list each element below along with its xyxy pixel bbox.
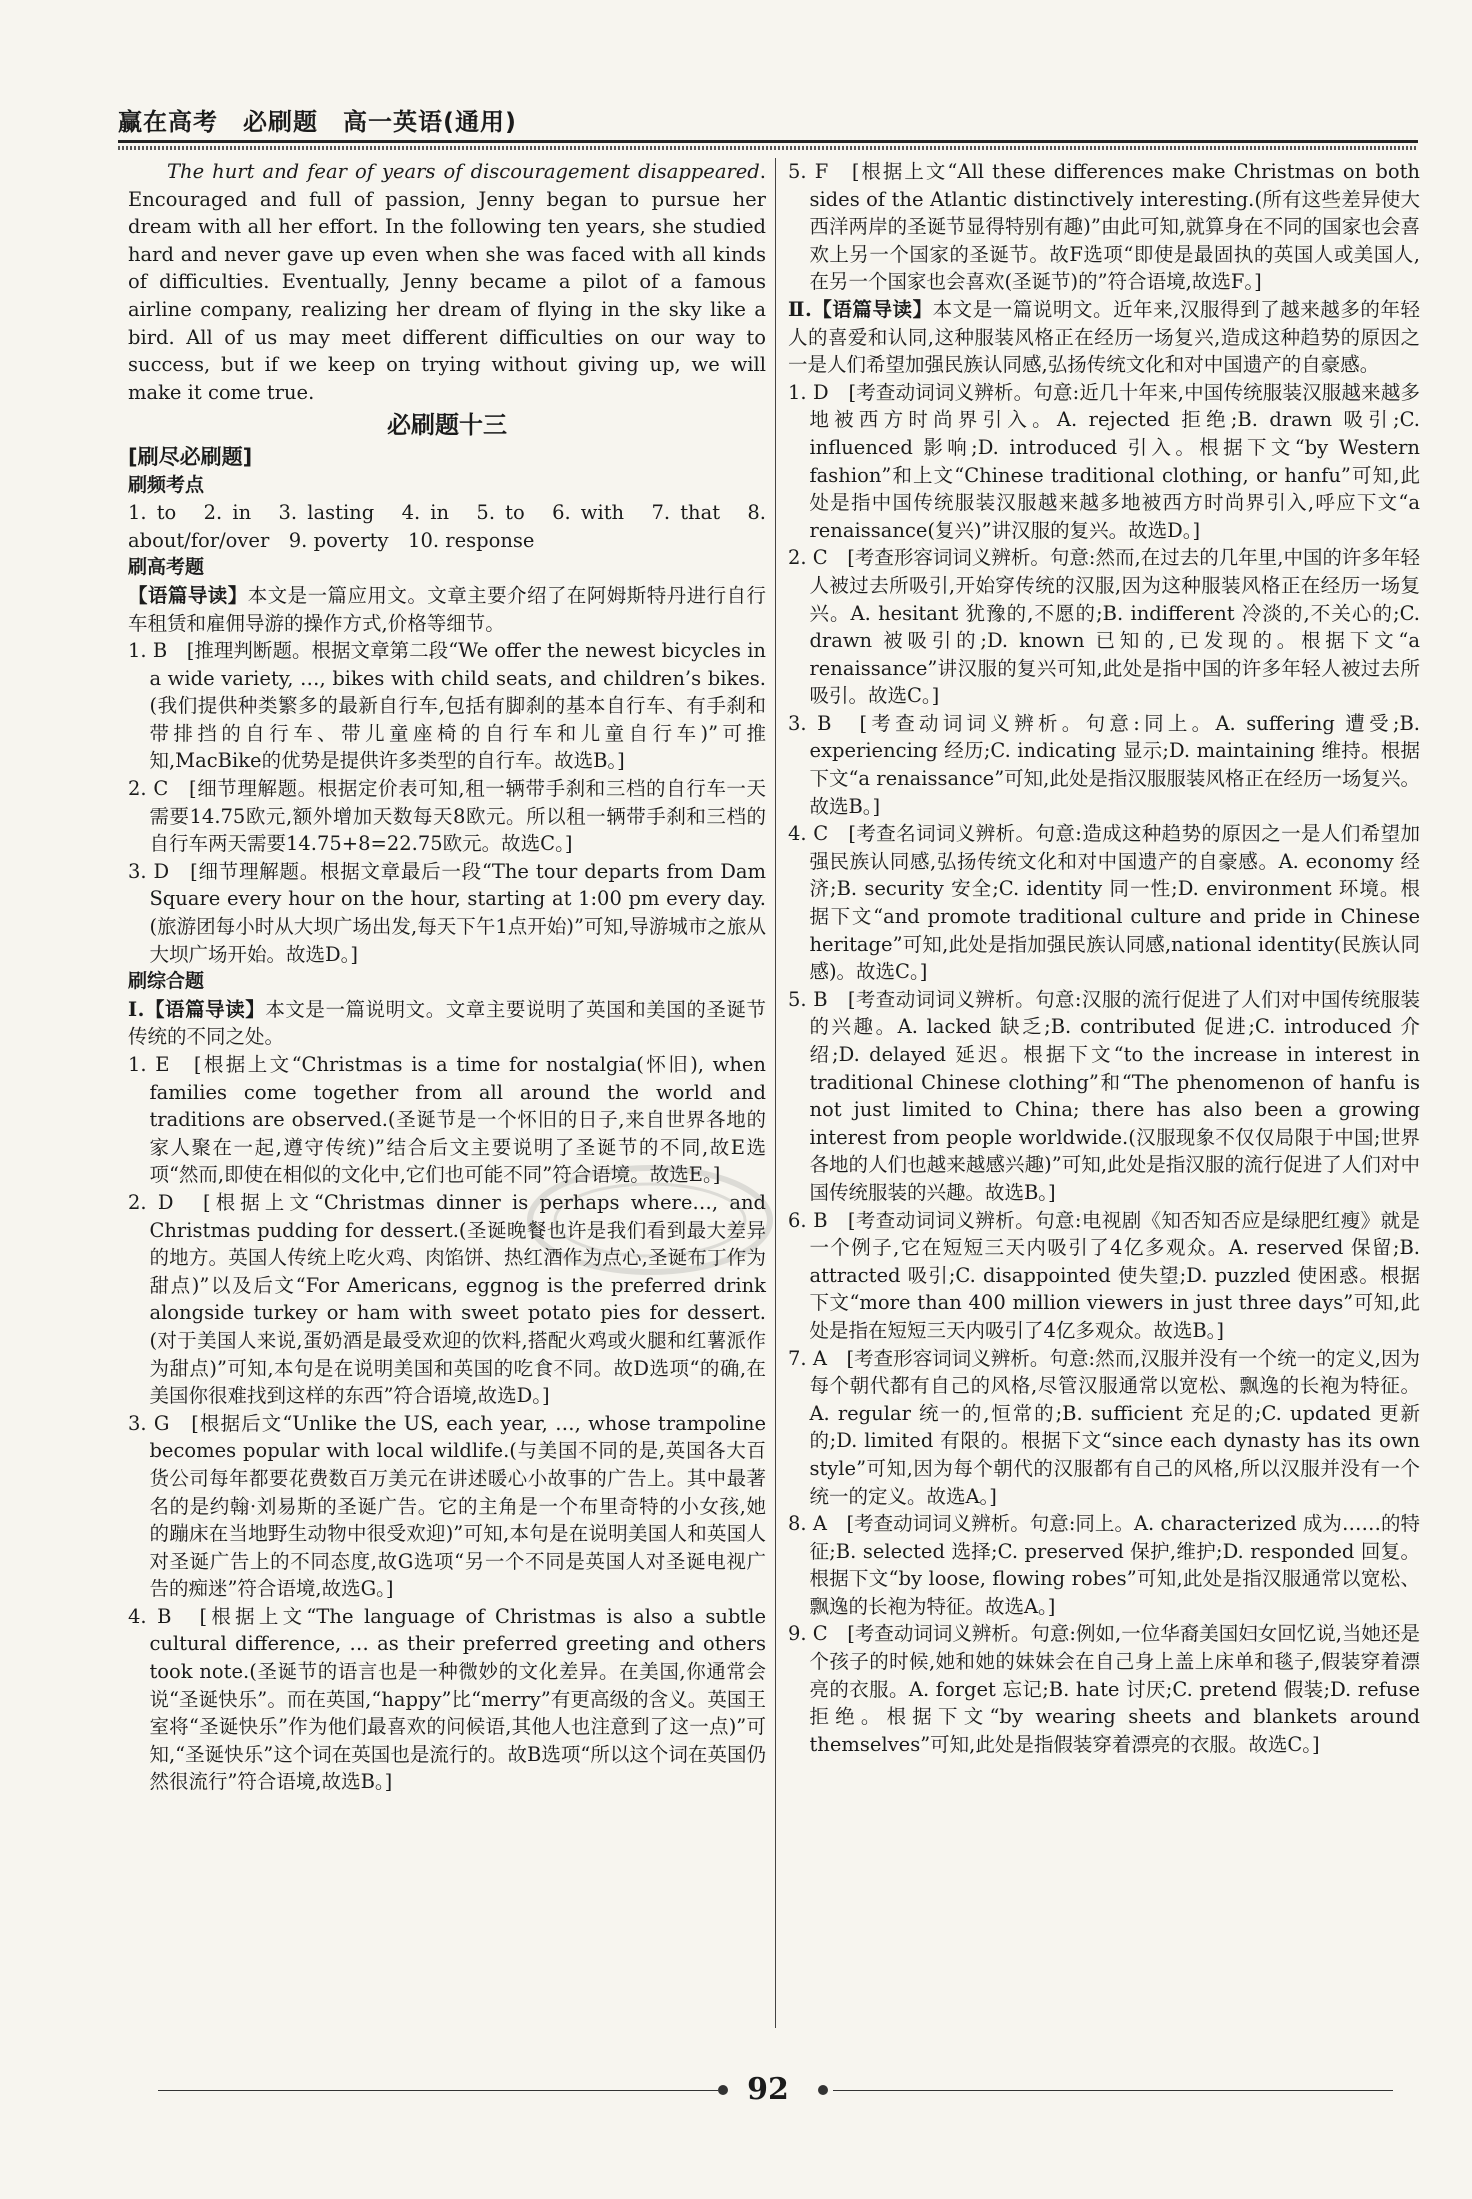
answer-item: 5. F [根据上文“All these differences make Christmas on both sides of the Atlantic distinctively interesting.(所有这些差异使大西洋两岸的圣诞节显得特别有趣)”由此可知,就算身在不同的国家也会喜欢上另一个国家的圣诞节。故F选项“即使是最固执的英国人或美国人,在另一个国家也会喜欢(圣诞节)的”符合语境,故选F。] xyxy=(788,160,1420,294)
answer-item: 1. B [推理判断题。根据文章第二段“We offer the newest bicycles in a wide variety, …, bikes with child seats, and children’s bikes.(我们提供种类繁多的最新自行车,包括有脚刹的基本自行车、有手刹和带排挡的自行车、带儿童座椅的自行车和儿童自行车)”可推知,MacBike的优势是提供许多类型的自行车。故选B。] xyxy=(128,639,766,773)
page-number: 92 xyxy=(747,2072,789,2107)
footer-dot xyxy=(818,2085,828,2095)
answer-item: 4. C [考查名词词义辨析。句意:造成这种趋势的原因之一是人们希望加强民族认同感,弘扬传统文化和对中国遗产的自豪感。A. economy 经济;B. security 安全;C. identity 同一性;D. environment 环境。根据下文“and promote traditional culture and pride in Chinese heritage”可知,此处是指加强民族认同感,national identity(民族认同感)。故选C。] xyxy=(788,822,1420,984)
answer-item: 2. C [细节理解题。根据定价表可知,租一辆带手刹和三档的自行车一天需要14.75欧元,额外增加天数每天8欧元。所以租一辆带手刹和三档的自行车两天需要14.75+8=22.75欧元。故选C。] xyxy=(128,777,766,856)
comprehensive-title: 刷综合题 xyxy=(128,970,205,993)
answer-item: 5. B [考查动词词义辨析。句意:汉服的流行促进了人们对中国传统服装的兴趣。A. lacked 缺乏;B. contributed 促进;C. introduced 介绍;D. delayed 延迟。根据下文“to the increase in interest in traditional Chinese clothing”和“The phenomenon of hanfu is not just limited to China; there has also been a growing interest from people worldwide.(汉服现象不仅仅局限于中国;世界各地的人们也越来越感兴趣)”可知,此处是指汉服的流行促进了人们对中国传统服装的兴趣。故选B。] xyxy=(788,987,1420,1204)
answer-item: 3. D [细节理解题。根据文章最后一段“The tour departs from Dam Square every hour on the hour, starting at 1:00 pm every day.(旅游团每小时从大坝广场出发,每天下午1点开始)”可知,导游城市之旅从大坝广场开始。故选D。] xyxy=(128,859,766,966)
footer-rule xyxy=(833,2090,1393,2091)
story-text: . Encouraged and full of passion, Jenny began to pursue her dream with all her effort. In the following ten years, she studied hard and never gave up even when she was faced with all kinds of difficulties. Eventually, Jenny became a pilot of a famous airline company, realizing her dream of flying in the sky like a bird. All of us may meet different difficulties on our way to success, but if we keep on trying without giving up, we will make it come true. xyxy=(128,160,766,404)
story-italic: The hurt and fear of years of discouragement disappeared xyxy=(167,160,760,183)
column-divider xyxy=(775,158,776,2028)
page-footer xyxy=(118,2070,1418,2110)
gaokao-guide xyxy=(128,582,766,637)
header-rule-dotted xyxy=(118,146,1418,150)
answer-item: 7. A [考查形容词词义辨析。句意:然而,汉服并没有一个统一的定义,因为每个朝代都有自己的风格,尽管汉服通常以宽松、飘逸的长袍为特征。A. regular 统一的,恒常的;B. sufficient 充足的;C. updated 更新的;D. limited 有限的。根据下文“since each dynasty has its own style”可知,因为每个朝代的汉服都有自己的风格,所以汉服并没有一个统一的定义。故选A。] xyxy=(788,1346,1420,1508)
story-paragraph xyxy=(128,158,766,406)
right-column xyxy=(788,158,1420,1758)
header-title: 赢在高考 必刷题 高一英语(通用) xyxy=(118,108,517,136)
answer-item: 6. B [考查动词词义辨析。句意:电视剧《知否知否应是绿肥红瘦》就是一个例子,它在短短三天内吸引了4亿多观众。A. reserved 保留;B. attracted 吸引;C. disappointed 使失望;D. puzzled 使困惑。根据下文“more than 400 million viewers in just three days”可知,此处是指在短短三天内吸引了4亿多观众。故选B。] xyxy=(788,1208,1420,1342)
answer-item: 2. C [考查形容词词义辨析。句意:然而,在过去的几年里,中国的许多年轻人被过去所吸引,开始穿传统的汉服,因为这种服装风格正在经历一场复兴。A. hesitant 犹豫的,不愿的;B. indifferent 冷淡的,不关心的;C. drawn 被吸引的;D. known 已知的,已发现的。根据下文“a renaissance”讲汉服的复兴可知,此处是指中国的许多年轻人被过去所吸引。故选C。] xyxy=(788,546,1420,708)
guide-text: 本文是一篇说明文。近年来,汉服得到了越来越多的年轻人的喜爱和认同,这种服装风格正在经历一场复兴,造成这种趋势的原因之一是人们希望加强民族认同感,弘扬传统文化和对中国遗产的自豪感。 xyxy=(788,297,1420,377)
gaokao-title: 刷高考题 xyxy=(128,556,205,579)
comprehensive-guide-1 xyxy=(128,996,766,1051)
watermark-stamp xyxy=(520,1160,780,1280)
answer-item: 1. D [考查动词词义辨析。句意:近几十年来,中国传统服装汉服越来越多地被西方时尚界引入。A. rejected 拒绝;B. drawn 吸引;C. influenced 影响;D. introduced 引入。根据下文“by Western fashion”和上文“Chinese traditional clothing, or hanfu”可知,此处是指中国传统服装汉服越来越多地被西方时尚界引入,呼应下文“a renaissance(复兴)”讲汉服的复兴。故选D。] xyxy=(788,380,1420,542)
guide-label: 【语篇导读】 xyxy=(128,583,248,607)
answer-item: 2. D [根据上文“Christmas dinner is perhaps where…, and Christmas pudding for dessert.(圣诞晚餐也许是我们看到最大差异的地方。英国人传统上吃火鸡、肉馅饼、热红酒作为点心,圣诞布丁作为甜点)”以及后文“For Americans, eggnog is the preferred drink alongside turkey or ham with sweet potato pies for dessert.(对于美国人来说,蛋奶酒是最受欢迎的饮料,搭配火鸡或火腿和红薯派作为甜点)”可知,本句是在说明美国和英国的吃食不同。故D选项“的确,在美国你很难找到这样的东西”符合语境,故选D。] xyxy=(128,1190,766,1408)
box-title: [刷尽必刷题] xyxy=(128,444,253,469)
page-header xyxy=(118,102,1418,144)
footer-rule xyxy=(158,2090,718,2091)
answer-item: 1. E [根据上文“Christmas is a time for nostalgia(怀旧), when families come together from all around the world and traditions are observed.(圣诞节是一个怀旧的日子,来自世界各地的家人聚在一起,遵守传统)”结合后文主要说明了圣诞节的不同,故E选项“然而,即使在相似的文化中,它们也可能不同”符合语境。故选E。] xyxy=(128,1053,766,1187)
answer-item: 9. C [考查动词词义辨析。句意:例如,一位华裔美国妇女回忆说,当她还是个孩子的时候,她和她的妹妹会在自己身上盖上床单和毯子,假装穿着漂亮的衣服。A. forget 忘记;B. hate 讨厌;C. pretend 假装;D. refuse 拒绝。根据下文“by wearing sheets and blankets around themselves”可知,此处是指假装穿着漂亮的衣服。故选C。] xyxy=(788,1622,1420,1756)
guide-text: 本文是一篇说明文。文章主要说明了英国和美国的圣诞节传统的不同之处。 xyxy=(128,997,766,1049)
section-title: 必刷题十三 xyxy=(387,411,507,440)
header-rule xyxy=(118,140,1418,143)
answer-item: 4. B [根据上文“The language of Christmas is also a subtle cultural difference, … as their preferred greeting and others took note.(圣诞节的语言也是一种微妙的文化差异。在美国,你通常会说“圣诞快乐”。而在英国,“happy”比“merry”有更高级的含义。英国王室将“圣诞快乐”作为他们最喜欢的问候语,其他人也注意到了这一点)”可知,“圣诞快乐”这个词在英国也是流行的。故B选项“所以这个词在英国仍然很流行”符合语境,故选B。] xyxy=(128,1604,766,1794)
guide-text: 本文是一篇应用文。文章主要介绍了在阿姆斯特丹进行自行车租赁和雇佣导游的操作方式,价格等细节。 xyxy=(128,583,766,635)
guide-label: Ⅱ.【语篇导读】 xyxy=(788,297,933,321)
freq-answers: 1. to 2. in 3. lasting 4. in 5. to 6. with 7. that 8. about/for/over 9. poverty 10. response xyxy=(128,501,766,552)
answer-item: 3. G [根据后文“Unlike the US, each year, …, whose trampoline becomes popular with local wildlife.(与美国不同的是,英国各大百货公司每年都要花费数百万美元在讲述暖心小故事的广告上。其中最著名的是约翰·刘易斯的圣诞广告。它的主角是一个布里奇特的小女孩,她的蹦床在当地野生动物中很受欢迎)”可知,本句是在说明美国人和英国人对圣诞广告上的不同态度,故G选项“另一个不同是英国人对圣诞电视广告的痴迷”符合语境,故选G。] xyxy=(128,1411,766,1601)
guide-label: Ⅰ.【语篇导读】 xyxy=(128,997,266,1021)
answer-item: 8. A [考查动词词义辨析。句意:同上。A. characterized 成为……的特征;B. selected 选择;C. preserved 保护,维护;D. responded 回复。根据下文“by loose, flowing robes”可知,此处是指汉服通常以宽松、飘逸的长袍为特征。故选A。] xyxy=(788,1512,1420,1618)
freq-title: 刷频考点 xyxy=(128,473,205,496)
left-column xyxy=(128,158,766,1796)
answer-item: 3. B [考查动词词义辨析。句意:同上。A. suffering 遭受;B. experiencing 经历;C. indicating 显示;D. maintaining 维持。根据下文“a renaissance”可知,此处是指汉服服装风格正在经历一场复兴。故选B。] xyxy=(788,711,1420,818)
comprehensive-guide-2 xyxy=(788,296,1420,379)
